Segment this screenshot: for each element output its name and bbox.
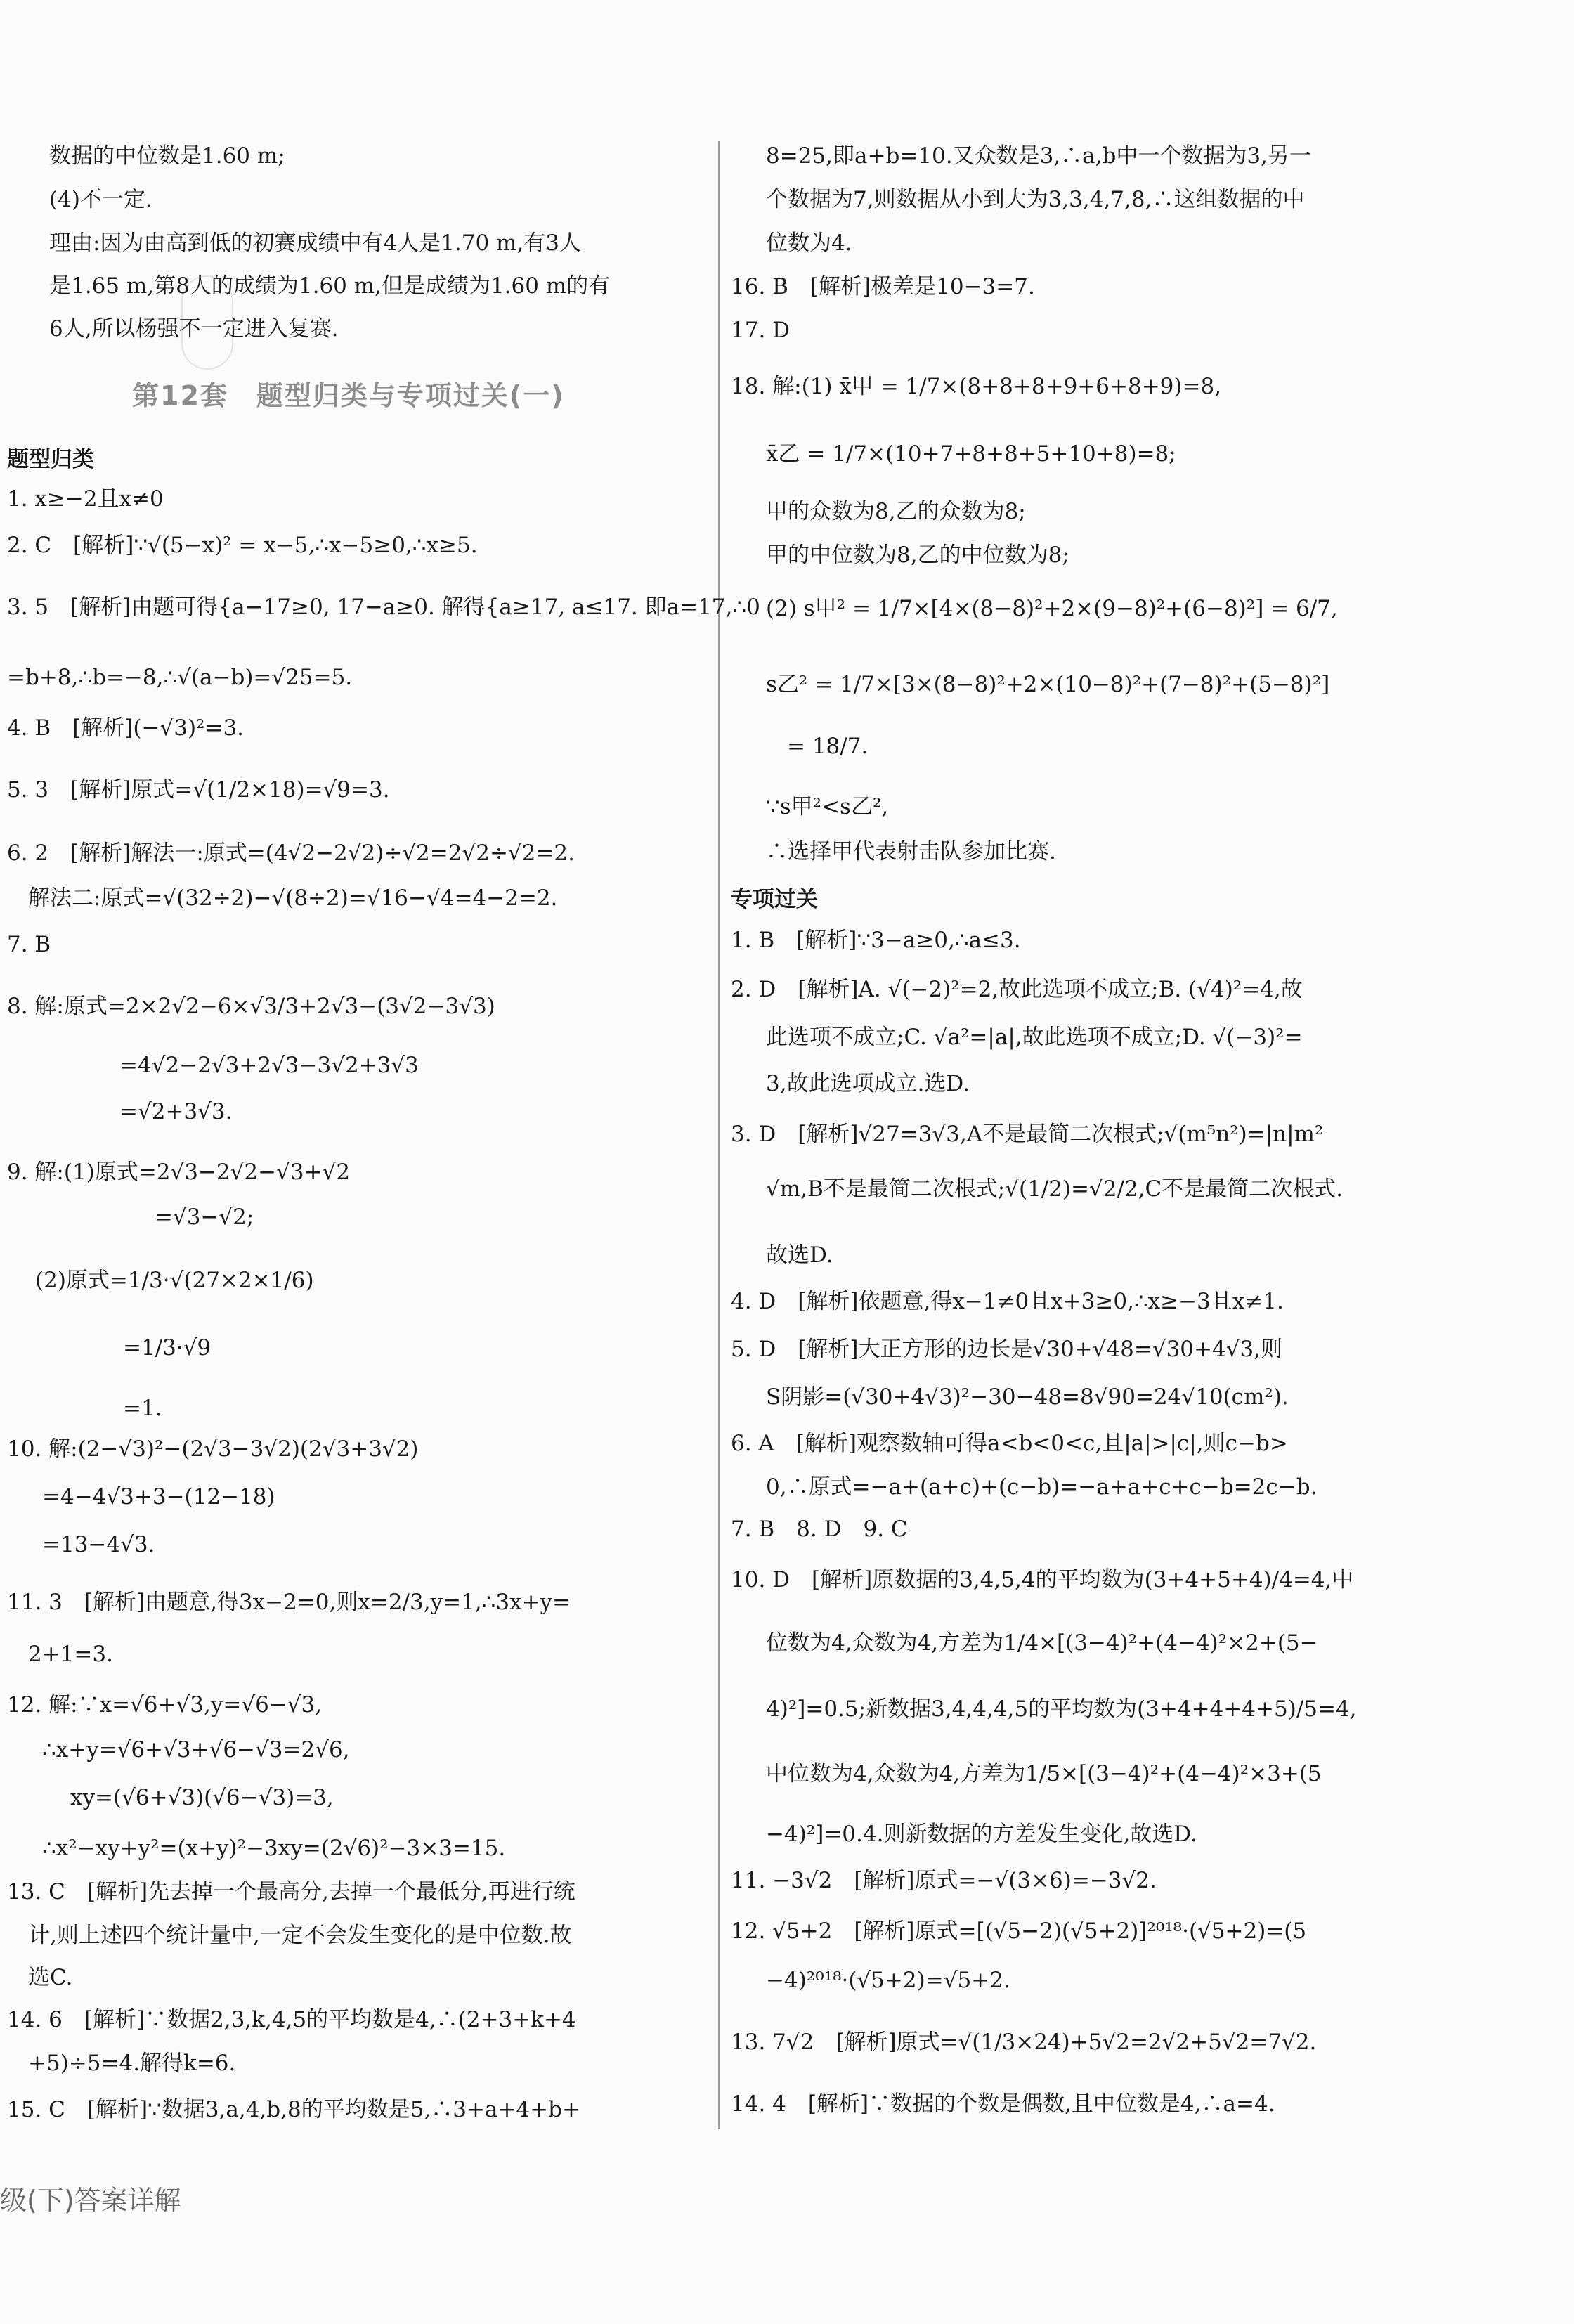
- answer-item: (2) s甲² = 1/7×[4×(8−8)²+2×(9−8)²+(6−8)²] = 6/7,: [766, 596, 1338, 621]
- answer-item: +5)÷5=4.解得k=6.: [28, 2051, 236, 2076]
- answer-item: 14. 6 [解析]∵数据2,3,k,4,5的平均数是4,∴(2+3+k+4: [7, 2007, 576, 2032]
- answer-item: 1. x≥−2且x≠0: [7, 486, 164, 512]
- answer-item: 解法二:原式=√(32÷2)−√(8÷2)=√16−√4=4−2=2.: [28, 885, 558, 911]
- answer-item: 7. B: [7, 932, 51, 957]
- answer-item: ∴x²−xy+y²=(x+y)²−3xy=(2√6)²−3×3=15.: [42, 1836, 506, 1861]
- answer-item: 选C.: [28, 1965, 73, 1990]
- answer-item: S阴影=(√30+4√3)²−30−48=8√90=24√10(cm²).: [766, 1384, 1289, 1410]
- answer-item: 中位数为4,众数为4,方差为1/5×[(3−4)²+(4−4)²×3+(5: [766, 1761, 1322, 1786]
- answer-item: 4. B [解析](−√3)²=3.: [7, 715, 245, 741]
- answer-item: 1. B [解析]∵3−a≥0,∴a≤3.: [731, 928, 1021, 953]
- answer-item: ∴选择甲代表射击队参加比赛.: [766, 839, 1056, 864]
- answer-item: 5. D [解析]大正方形的边长是√30+√48=√30+4√3,则: [731, 1337, 1283, 1362]
- answer-item: xy=(√6+√3)(√6−√3)=3,: [70, 1785, 334, 1810]
- answer-item: 15. C [解析]∵数据3,a,4,b,8的平均数是5,∴3+a+4+b+: [7, 2097, 580, 2122]
- answer-item: 12. √5+2 [解析]原式=[(√5−2)(√5+2)]²⁰¹⁸·(√5+2)=(5: [731, 1919, 1307, 1944]
- answer-item: =b+8,∴b=−8,∴√(a−b)=√25=5.: [7, 665, 353, 690]
- answer-item: x̄乙 = 1/7×(10+7+8+8+5+10+8)=8;: [766, 441, 1176, 467]
- answer-item: 11. −3√2 [解析]原式=−√(3×6)=−3√2.: [731, 1868, 1157, 1893]
- answer-item: =4−4√3+3−(12−18): [42, 1484, 275, 1510]
- answer-item: =1/3·√9: [123, 1335, 212, 1361]
- answer-item: 3. 5 [解析]由题可得{a−17≥0, 17−a≥0. 解得{a≥17, a≤17. 即a=17,∴0: [7, 595, 760, 620]
- answer-item: 0,∴原式=−a+(a+c)+(c−b)=−a+a+c+c−b=2c−b.: [766, 1474, 1318, 1500]
- section-heading: 专项过关: [731, 887, 818, 912]
- answer-item: 3,故此选项成立.选D.: [766, 1071, 970, 1096]
- answer-item: 此选项不成立;C. √a²=|a|,故此选项不成立;D. √(−3)²=: [766, 1025, 1303, 1050]
- answer-item: (2)原式=1/3·√(27×2×1/6): [35, 1268, 314, 1293]
- text-line: 6人,所以杨强不一定进入复赛.: [49, 316, 339, 342]
- column-divider: [718, 141, 720, 2129]
- answer-item: =1.: [123, 1396, 162, 1421]
- answer-item: 12. 解:∵x=√6+√3,y=√6−√3,: [7, 1692, 323, 1718]
- answer-item: 甲的中位数为8,乙的中位数为8;: [766, 543, 1069, 568]
- answer-item: 位数为4.: [766, 231, 852, 256]
- answer-item: 甲的众数为8,乙的众数为8;: [766, 499, 1026, 524]
- answer-item: 14. 4 [解析]∵数据的个数是偶数,且中位数是4,∴a=4.: [731, 2091, 1275, 2117]
- answer-item: 个数据为7,则数据从小到大为3,3,4,7,8,∴这组数据的中: [766, 187, 1305, 212]
- answer-item: 8. 解:原式=2×2√2−6×√3/3+2√3−(3√2−3√3): [7, 994, 495, 1019]
- answer-item: =4√2−2√3+2√3−3√2+3√3: [119, 1053, 419, 1078]
- text-line: 理由:因为由高到低的初赛成绩中有4人是1.70 m,有3人: [49, 231, 582, 256]
- answer-item: 故选D.: [766, 1242, 833, 1268]
- section-heading: 题型归类: [7, 447, 94, 472]
- answer-item: 13. 7√2 [解析]原式=√(1/3×24)+5√2=2√2+5√2=7√2.: [731, 2030, 1317, 2055]
- answer-item: =√2+3√3.: [119, 1099, 233, 1124]
- answer-item: −4)²⁰¹⁸·(√5+2)=√5+2.: [766, 1968, 1010, 1993]
- answer-item: ∴x+y=√6+√3+√6−√3=2√6,: [42, 1737, 350, 1763]
- answer-item: =13−4√3.: [42, 1532, 155, 1557]
- answer-item: 3. D [解析]√27=3√3,A不是最简二次根式;√(m⁵n²)=|n|m²: [731, 1122, 1324, 1147]
- answer-item: −4)²]=0.4.则新数据的方差发生变化,故选D.: [766, 1822, 1197, 1847]
- answer-item: 10. D [解析]原数据的3,4,5,4的平均数为(3+4+5+4)/4=4,中: [731, 1567, 1354, 1592]
- answer-item: 9. 解:(1)原式=2√3−2√2−√3+√2: [7, 1160, 351, 1185]
- answer-item: 4)²]=0.5;新数据3,4,4,4,5的平均数为(3+4+4+4+5)/5=4,: [766, 1696, 1357, 1722]
- answer-item: 8=25,即a+b=10.又众数是3,∴a,b中一个数据为3,另一: [766, 143, 1311, 169]
- answer-item: 2+1=3.: [28, 1642, 113, 1667]
- page-footer: 级(下)答案详解: [0, 2185, 181, 2216]
- text-line: 是1.65 m,第8人的成绩为1.60 m,但是成绩为1.60 m的有: [49, 273, 611, 299]
- answer-item: 11. 3 [解析]由题意,得3x−2=0,则x=2/3,y=1,∴3x+y=: [7, 1590, 571, 1615]
- answer-item: 2. D [解析]A. √(−2)²=2,故此选项不成立;B. (√4)²=4,故: [731, 977, 1303, 1002]
- answer-item: 4. D [解析]依题意,得x−1≠0且x+3≥0,∴x≥−3且x≠1.: [731, 1289, 1284, 1314]
- answer-item: 5. 3 [解析]原式=√(1/2×18)=√9=3.: [7, 777, 390, 803]
- answer-item: 17. D: [731, 318, 791, 343]
- answer-item: =√3−√2;: [155, 1205, 254, 1230]
- answer-item: 6. 2 [解析]解法一:原式=(4√2−2√2)÷√2=2√2÷√2=2.: [7, 840, 575, 866]
- answer-item: = 18/7.: [787, 734, 869, 759]
- answer-item: 2. C [解析]∵√(5−x)² = x−5,∴x−5≥0,∴x≥5.: [7, 533, 478, 558]
- section-title: 第12套 题型归类与专项过关(一): [132, 380, 565, 411]
- answer-item: 10. 解:(2−√3)²−(2√3−3√2)(2√3+3√2): [7, 1436, 419, 1462]
- answer-item: ∵s甲²<s乙²,: [766, 794, 889, 819]
- answer-item: 16. B [解析]极差是10−3=7.: [731, 274, 1035, 299]
- text-line: (4)不一定.: [49, 187, 152, 212]
- answer-item: 位数为4,众数为4,方差为1/4×[(3−4)²+(4−4)²×2+(5−: [766, 1630, 1318, 1656]
- answer-item: √m,B不是最简二次根式;√(1/2)=√2/2,C不是最简二次根式.: [766, 1176, 1344, 1202]
- answer-item: 6. A [解析]观察数轴可得a<b<0<c,且|a|>|c|,则c−b>: [731, 1431, 1288, 1456]
- text-line: 数据的中位数是1.60 m;: [49, 143, 285, 169]
- answer-item: 计,则上述四个统计量中,一定不会发生变化的是中位数.故: [28, 1923, 572, 1948]
- answer-item: 13. C [解析]先去掉一个最高分,去掉一个最低分,再进行统: [7, 1879, 575, 1904]
- answer-item: 7. B 8. D 9. C: [731, 1517, 908, 1542]
- answer-item: 18. 解:(1) x̄甲 = 1/7×(8+8+8+9+6+8+9)=8,: [731, 374, 1222, 399]
- answer-item: s乙² = 1/7×[3×(8−8)²+2×(10−8)²+(7−8)²+(5−8)²]: [766, 672, 1330, 697]
